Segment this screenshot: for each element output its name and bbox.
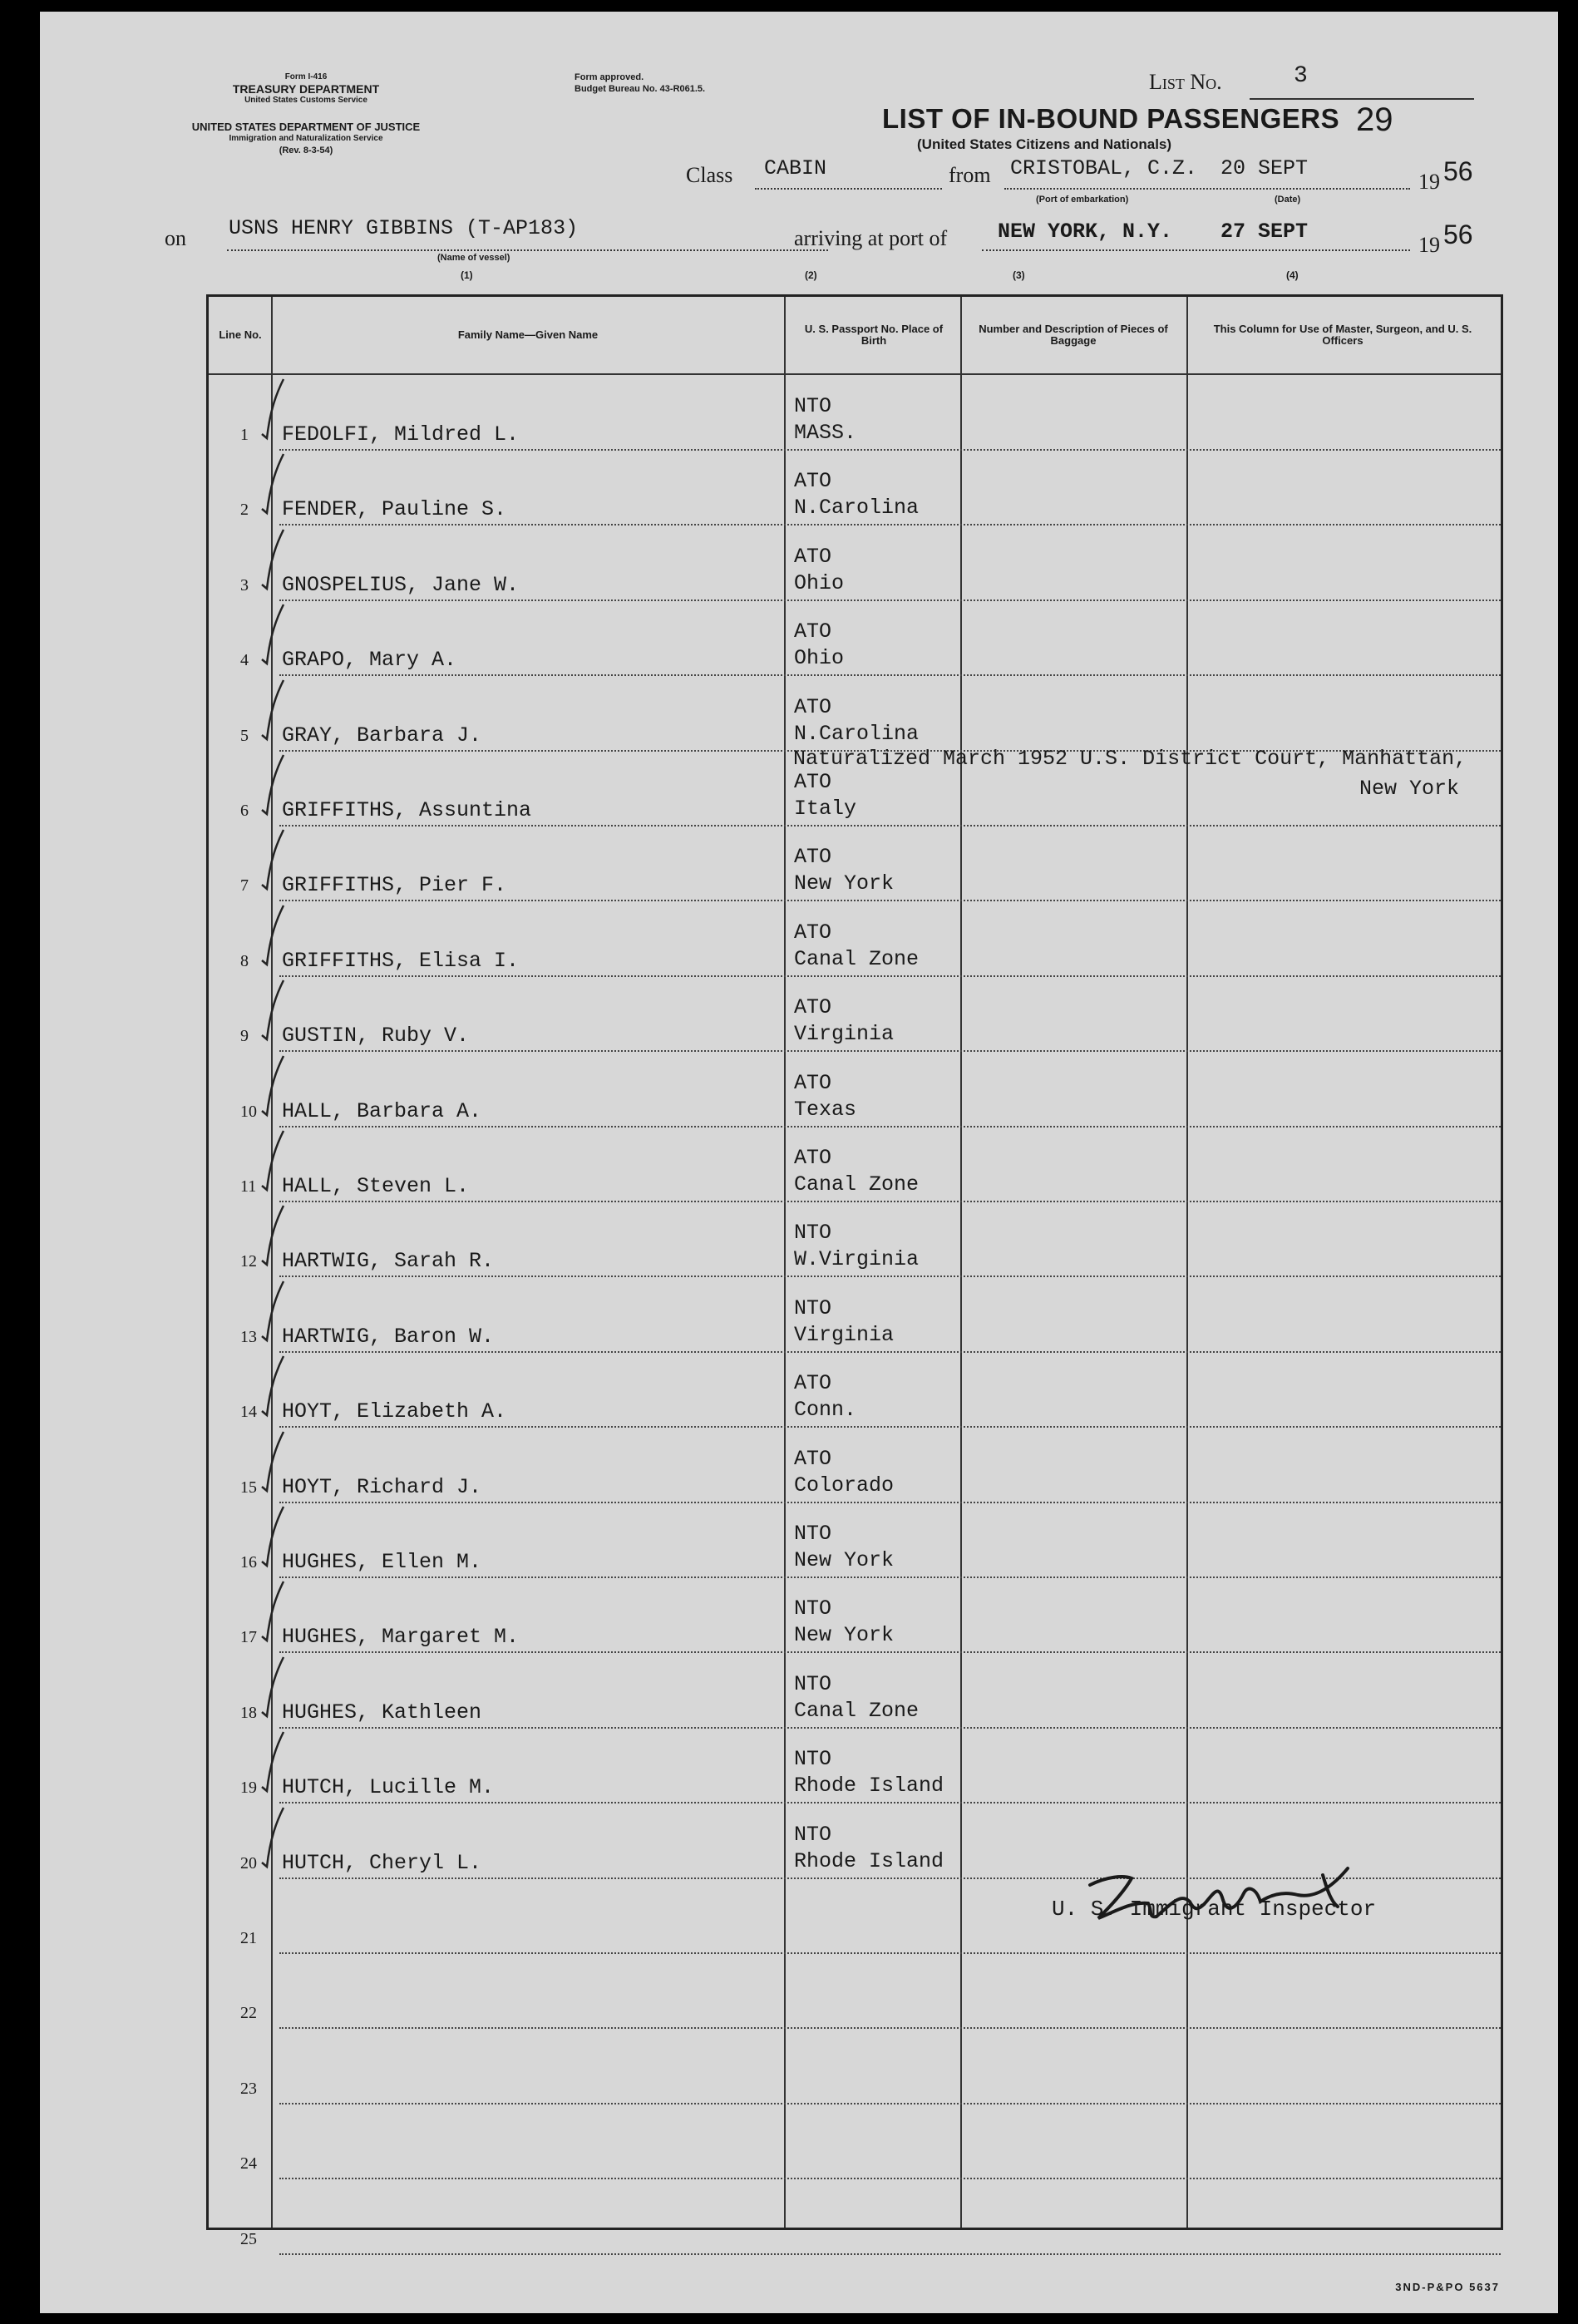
line-number: 6 <box>240 802 249 820</box>
customs-label: United States Customs Service <box>244 96 367 105</box>
form-approved: Form approved. <box>574 72 644 82</box>
place-of-birth: Ohio <box>794 570 845 595</box>
place-of-birth: MASS. <box>794 421 857 445</box>
table-row <box>209 1578 1501 1653</box>
vessel-line <box>227 249 828 251</box>
col-header-name: Family Name—Given Name <box>457 328 599 341</box>
table-row <box>209 1053 1501 1127</box>
line-number: 23 <box>240 2079 257 2098</box>
line-number: 7 <box>240 876 249 896</box>
passenger-name: GRIFFITHS, Assuntina <box>282 798 532 822</box>
arrival-port: NEW YORK, N.Y. <box>998 220 1173 244</box>
place-of-birth: W.Virginia <box>794 1247 920 1272</box>
table-row <box>209 1353 1501 1428</box>
table-row <box>209 376 1501 451</box>
caption-1: (1) <box>461 269 473 281</box>
on-label: on <box>165 226 186 250</box>
passport-code: ATO <box>794 544 832 569</box>
passport-code: NTO <box>794 1221 832 1246</box>
class-value: CABIN <box>764 156 827 180</box>
arrival-line <box>982 249 1410 251</box>
place-of-birth: Colorado <box>794 1473 895 1498</box>
passenger-name: GRIFFITHS, Pier F. <box>282 873 507 898</box>
place-of-birth: Canal Zone <box>794 1172 920 1197</box>
budget-number: Budget Bureau No. 43-R061.5. <box>574 84 706 94</box>
header-rule <box>209 373 1501 375</box>
line-number: 3 <box>240 575 249 595</box>
rev-label: (Rev. 8-3-54) <box>279 146 333 155</box>
treasury-label: TREASURY DEPARTMENT <box>232 82 380 96</box>
place-of-birth: Canal Zone <box>794 1698 920 1723</box>
place-of-birth: New York <box>794 871 895 896</box>
passport-code: ATO <box>794 1146 832 1170</box>
list-number: 3 <box>1294 63 1308 89</box>
table-row <box>209 826 1501 901</box>
line-number: 17 <box>240 1628 257 1647</box>
naturalization-note: Naturalized March 1952 U.S. District Court, Manhattan, <box>793 747 1467 771</box>
passport-code: ATO <box>794 920 832 945</box>
col-header-passport: U. S. Passport No. Place of Birth <box>804 323 944 347</box>
naturalization-note-2: New York <box>1359 777 1460 801</box>
passport-code: ATO <box>794 469 832 494</box>
passport-code: ATO <box>794 995 832 1020</box>
passenger-name: HOYT, Elizabeth A. <box>282 1399 507 1424</box>
caption-4: (4) <box>1286 269 1299 281</box>
form-number: Form I-416 <box>284 72 328 81</box>
line-number: 10 <box>240 1102 257 1121</box>
passport-code: ATO <box>794 1070 832 1095</box>
passport-code: NTO <box>794 1295 832 1320</box>
port-embark-caption: (Port of embarkation) <box>1036 195 1129 205</box>
line-number: 15 <box>240 1478 257 1497</box>
class-label: Class <box>686 163 733 187</box>
table-row <box>209 1503 1501 1578</box>
passport-code: NTO <box>794 1822 832 1847</box>
passenger-name: GRAY, Barbara J. <box>282 723 482 748</box>
table-row <box>209 1729 1501 1803</box>
list-number-line <box>1250 98 1474 100</box>
date-caption: (Date) <box>1275 195 1301 205</box>
from-line <box>1004 188 1410 190</box>
page-number: 29 <box>1356 101 1393 138</box>
line-number: 12 <box>240 1252 257 1271</box>
table-row <box>209 902 1501 977</box>
passport-code: NTO <box>794 394 832 418</box>
passport-code: NTO <box>794 1747 832 1772</box>
inspector-signature <box>1073 1852 1389 1943</box>
place-of-birth: Texas <box>794 1097 857 1122</box>
line-number: 25 <box>240 2229 257 2248</box>
place-of-birth: Rhode Island <box>794 1774 944 1799</box>
caption-3: (3) <box>1013 269 1025 281</box>
arrival-date: 27 SEPT <box>1220 220 1309 244</box>
table-row <box>209 977 1501 1052</box>
table-row <box>209 601 1501 676</box>
row-rule <box>279 2253 1501 2255</box>
line-number: 16 <box>240 1553 257 1572</box>
justice-block <box>156 121 456 156</box>
table-row <box>209 1202 1501 1277</box>
passport-code: ATO <box>794 845 832 870</box>
print-code: 3ND-P&PO 5637 <box>1395 2281 1500 2293</box>
place-of-birth: New York <box>794 1623 895 1648</box>
line-number: 5 <box>240 726 249 745</box>
table-row <box>209 677 1501 752</box>
line-number: 18 <box>240 1703 257 1722</box>
place-of-birth: Virginia <box>794 1322 895 1347</box>
table-row <box>209 2030 1501 2104</box>
line-number: 13 <box>240 1327 257 1346</box>
passenger-table <box>206 294 1503 2248</box>
passport-code: ATO <box>794 1446 832 1471</box>
col-header-baggage: Number and Description of Pieces of Baggage <box>979 323 1168 347</box>
from-year-prefix: 19 <box>1418 170 1440 194</box>
passport-code: ATO <box>794 694 832 719</box>
vessel-caption: (Name of vessel) <box>437 253 510 263</box>
line-number: 22 <box>240 2004 257 2023</box>
ins-label: Immigration and Naturalization Service <box>229 134 383 143</box>
table-row <box>209 1127 1501 1202</box>
passenger-name: HARTWIG, Sarah R. <box>282 1249 495 1274</box>
table-row <box>209 1654 1501 1729</box>
from-port: CRISTOBAL, C.Z. <box>1010 156 1198 180</box>
line-number: 24 <box>240 2154 257 2174</box>
passenger-name: FEDOLFI, Mildred L. <box>282 422 520 447</box>
place-of-birth: N.Carolina <box>794 721 920 746</box>
line-number: 2 <box>240 501 249 520</box>
table-row <box>209 1278 1501 1353</box>
manifest-page <box>40 12 1558 2313</box>
from-label: from <box>949 163 991 187</box>
line-number: 8 <box>240 951 249 970</box>
from-year: 56 <box>1443 156 1473 186</box>
line-number: 19 <box>240 1779 257 1798</box>
justice-label: UNITED STATES DEPARTMENT OF JUSTICE <box>191 121 421 133</box>
col-header-officers: This Column for Use of Master, Surgeon, and U. S. Officers <box>1213 323 1472 347</box>
arriving-label: arriving at port of <box>794 226 948 250</box>
passenger-name: GNOSPELIUS, Jane W. <box>282 572 520 597</box>
passenger-name: HALL, Barbara A. <box>282 1098 482 1123</box>
agency-block <box>156 72 456 106</box>
table-row <box>209 2180 1501 2255</box>
passenger-name: HUGHES, Ellen M. <box>282 1550 482 1574</box>
manifest-subtitle: (United States Citizens and Nationals) <box>917 136 1172 152</box>
line-number: 14 <box>240 1403 257 1422</box>
col-header-line-no: Line No. <box>219 328 262 341</box>
passport-code: NTO <box>794 1522 832 1546</box>
passenger-name: HOYT, Richard J. <box>282 1474 482 1499</box>
passenger-name: HUGHES, Margaret M. <box>282 1625 520 1650</box>
passenger-name: HARTWIG, Baron W. <box>282 1324 495 1349</box>
place-of-birth: Conn. <box>794 1398 857 1423</box>
arrival-year-prefix: 19 <box>1418 233 1440 257</box>
class-line <box>755 188 942 190</box>
passport-code: ATO <box>794 1371 832 1396</box>
line-number: 4 <box>240 651 249 670</box>
passenger-name: FENDER, Pauline S. <box>282 497 507 522</box>
passenger-name: GRIFFITHS, Elisa I. <box>282 948 520 973</box>
table-row <box>209 526 1501 601</box>
line-number: 9 <box>240 1027 249 1046</box>
table-row <box>209 1428 1501 1503</box>
passport-code: ATO <box>794 619 832 644</box>
line-number: 21 <box>240 1929 257 1947</box>
table-row <box>209 451 1501 525</box>
place-of-birth: Rhode Island <box>794 1848 944 1873</box>
budget-block <box>574 72 741 95</box>
passport-code: NTO <box>794 1596 832 1621</box>
inspector-label: U. S. Immigrant Inspector <box>1052 1897 1377 1922</box>
passport-code: ATO <box>794 770 832 794</box>
passenger-name: HUTCH, Lucille M. <box>282 1775 495 1800</box>
line-number: 1 <box>240 426 249 444</box>
passenger-name: HUTCH, Cheryl L. <box>282 1850 482 1875</box>
passenger-name: GUSTIN, Ruby V. <box>282 1024 470 1049</box>
table-row <box>209 2104 1501 2179</box>
arrival-year: 56 <box>1443 220 1473 249</box>
place-of-birth: Virginia <box>794 1022 895 1047</box>
table-row <box>209 1954 1501 2029</box>
line-number: 20 <box>240 1853 257 1873</box>
passenger-name: GRAPO, Mary A. <box>282 648 457 673</box>
caption-2: (2) <box>805 269 817 281</box>
passenger-name: HUGHES, Kathleen <box>282 1700 482 1724</box>
place-of-birth: New York <box>794 1548 895 1572</box>
place-of-birth: Ohio <box>794 646 845 671</box>
passenger-name: HALL, Steven L. <box>282 1174 470 1198</box>
from-date: 20 SEPT <box>1220 156 1309 180</box>
place-of-birth: N.Carolina <box>794 496 920 521</box>
place-of-birth: Italy <box>794 797 857 821</box>
place-of-birth: Canal Zone <box>794 946 920 971</box>
list-label: List No. <box>1149 70 1222 94</box>
line-number: 11 <box>240 1177 257 1196</box>
manifest-title: LIST OF IN-BOUND PASSENGERS <box>882 103 1340 134</box>
vessel-name: USNS HENRY GIBBINS (T-AP183) <box>229 216 579 240</box>
passport-code: NTO <box>794 1671 832 1696</box>
